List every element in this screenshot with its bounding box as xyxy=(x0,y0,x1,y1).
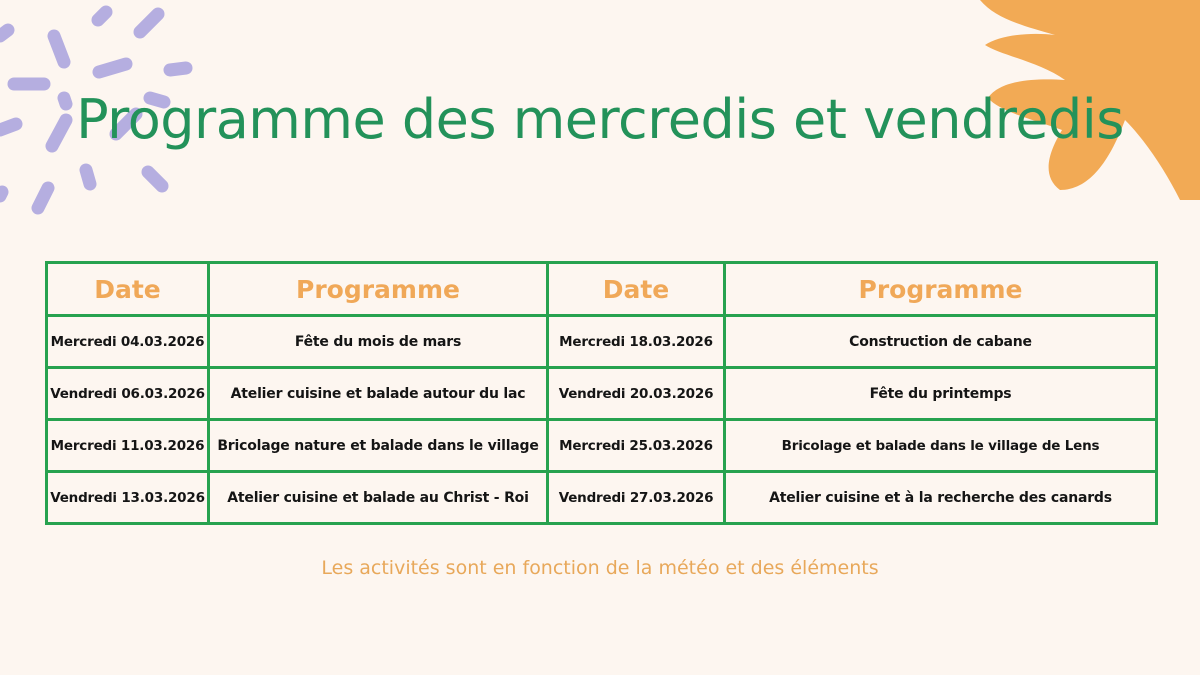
table-cell-date: Mercredi 04.03.2026 xyxy=(47,316,209,368)
table-cell-date: Vendredi 27.03.2026 xyxy=(548,472,725,524)
column-header-programme-1: Programme xyxy=(209,263,548,316)
table-cell-programme: Fête du printemps xyxy=(725,368,1157,420)
table-cell-programme: Bricolage nature et balade dans le village xyxy=(209,420,548,472)
table-row xyxy=(47,368,1157,420)
column-header-date-2: Date xyxy=(548,263,725,316)
column-header-date-1: Date xyxy=(47,263,209,316)
table-cell-programme: Construction de cabane xyxy=(725,316,1157,368)
weather-note: Les activités sont en fonction de la météo et des éléments xyxy=(321,557,879,579)
table-header-row xyxy=(47,263,1157,316)
table-cell-date: Mercredi 18.03.2026 xyxy=(548,316,725,368)
table-row xyxy=(47,472,1157,524)
page-title: Programme des mercredis et vendredis xyxy=(76,88,1124,151)
column-header-programme-2: Programme xyxy=(725,263,1157,316)
table-cell-programme: Atelier cuisine et à la recherche des canards xyxy=(725,472,1157,524)
table-cell-programme: Bricolage et balade dans le village de Lens xyxy=(725,420,1157,472)
schedule-table xyxy=(45,261,1158,525)
table-cell-date: Mercredi 25.03.2026 xyxy=(548,420,725,472)
table-cell-programme: Atelier cuisine et balade autour du lac xyxy=(209,368,548,420)
table-cell-date: Vendredi 13.03.2026 xyxy=(47,472,209,524)
table-cell-date: Vendredi 20.03.2026 xyxy=(548,368,725,420)
table-cell-date: Vendredi 06.03.2026 xyxy=(47,368,209,420)
table-cell-programme: Fête du mois de mars xyxy=(209,316,548,368)
table-cell-date: Mercredi 11.03.2026 xyxy=(47,420,209,472)
table-cell-programme: Atelier cuisine et balade au Christ - Roi xyxy=(209,472,548,524)
table-row xyxy=(47,316,1157,368)
table-row xyxy=(47,420,1157,472)
